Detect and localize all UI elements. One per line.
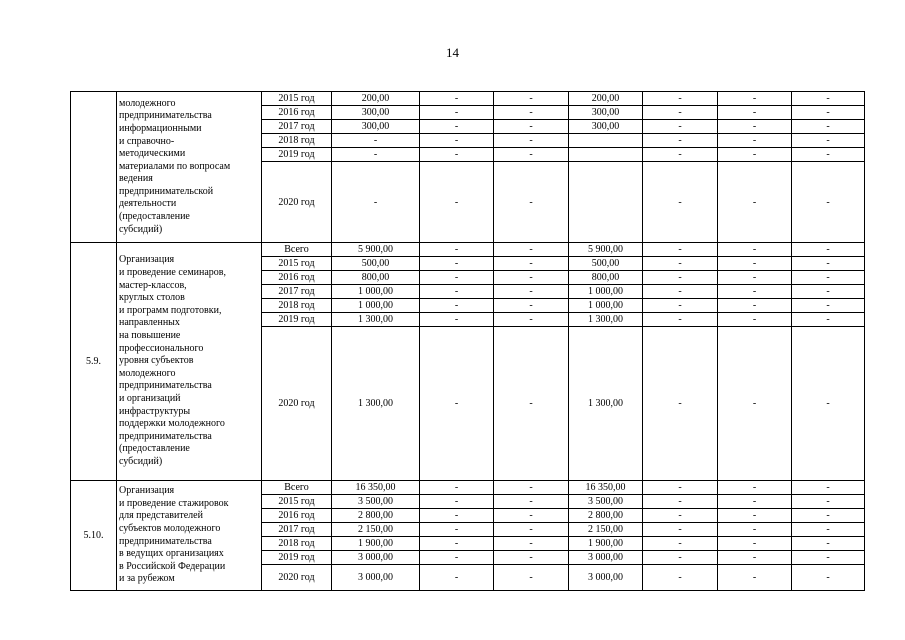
extra-cell-3: - <box>792 299 865 313</box>
year-cell: 2016 год <box>262 271 332 285</box>
extra-cell-3: - <box>792 243 865 257</box>
federal-cell: - <box>420 243 494 257</box>
extra-cell-2: - <box>718 162 792 243</box>
local-cell: 1 000,00 <box>569 285 643 299</box>
section-description <box>117 243 262 481</box>
extra-cell-1: - <box>643 271 718 285</box>
description-line: предпринимательства <box>119 380 212 392</box>
description-line: в Российской Федерации <box>119 560 226 572</box>
regional-cell: - <box>494 257 569 271</box>
extra-cell-1: - <box>643 327 718 481</box>
section-description <box>117 481 262 591</box>
year-cell: 2017 год <box>262 523 332 537</box>
extra-cell-2: - <box>718 148 792 162</box>
description-line: и проведение семинаров, <box>119 267 227 279</box>
extra-cell-2: - <box>718 313 792 327</box>
description-line: методическими <box>119 148 186 160</box>
year-cell: 2020 год <box>262 162 332 243</box>
extra-cell-2: - <box>718 523 792 537</box>
description-line: молодежного <box>119 367 176 379</box>
description-line: Организация <box>119 485 175 497</box>
description-line: инфраструктуры <box>119 405 191 417</box>
total-cell: 300,00 <box>332 120 420 134</box>
extra-cell-1: - <box>643 162 718 243</box>
section-number: 5.10. <box>71 481 117 591</box>
extra-cell-1: - <box>643 481 718 495</box>
local-cell: 1 300,00 <box>569 327 643 481</box>
description-line: предпринимательства <box>119 110 212 122</box>
regional-cell: - <box>494 243 569 257</box>
description-line: и проведение стажировок <box>119 497 229 509</box>
regional-cell: - <box>494 162 569 243</box>
year-cell: 2015 год <box>262 92 332 106</box>
extra-cell-1: - <box>643 148 718 162</box>
extra-cell-3: - <box>792 565 865 591</box>
total-cell: 5 900,00 <box>332 243 420 257</box>
federal-cell: - <box>420 106 494 120</box>
description-line: поддержки молодежного <box>119 418 225 430</box>
regional-cell: - <box>494 271 569 285</box>
extra-cell-3: - <box>792 327 865 481</box>
local-cell: 2 150,00 <box>569 523 643 537</box>
total-cell: 1 300,00 <box>332 313 420 327</box>
description-line: в ведущих организациях <box>119 548 224 560</box>
extra-cell-2: - <box>718 271 792 285</box>
year-cell: 2015 год <box>262 495 332 509</box>
federal-cell: - <box>420 92 494 106</box>
regional-cell: - <box>494 481 569 495</box>
extra-cell-2: - <box>718 92 792 106</box>
local-cell: 500,00 <box>569 257 643 271</box>
total-cell: 2 800,00 <box>332 509 420 523</box>
extra-cell-1: - <box>643 257 718 271</box>
section-description <box>117 92 262 243</box>
extra-cell-2: - <box>718 481 792 495</box>
extra-cell-1: - <box>643 106 718 120</box>
year-cell: 2020 год <box>262 327 332 481</box>
extra-cell-3: - <box>792 313 865 327</box>
description-line: на повышение <box>119 330 181 342</box>
total-cell: - <box>332 162 420 243</box>
local-cell <box>569 162 643 243</box>
federal-cell: - <box>420 257 494 271</box>
description-line: предпринимательской <box>119 185 214 197</box>
total-cell: - <box>332 134 420 148</box>
description-line: информационными <box>119 122 202 134</box>
year-cell: Всего <box>262 481 332 495</box>
total-cell: 1 000,00 <box>332 299 420 313</box>
federal-cell: - <box>420 565 494 591</box>
local-cell: 5 900,00 <box>569 243 643 257</box>
extra-cell-3: - <box>792 148 865 162</box>
extra-cell-1: - <box>643 495 718 509</box>
local-cell: 200,00 <box>569 92 643 106</box>
federal-cell: - <box>420 285 494 299</box>
description-line: (предоставление <box>119 443 190 455</box>
regional-cell: - <box>494 134 569 148</box>
description-line: для представителей <box>119 510 203 522</box>
federal-cell: - <box>420 120 494 134</box>
regional-cell: - <box>494 565 569 591</box>
year-cell: 2018 год <box>262 134 332 148</box>
extra-cell-1: - <box>643 92 718 106</box>
regional-cell: - <box>494 106 569 120</box>
year-cell: 2017 год <box>262 120 332 134</box>
regional-cell: - <box>494 495 569 509</box>
local-cell: 1 900,00 <box>569 537 643 551</box>
regional-cell: - <box>494 92 569 106</box>
total-cell: 2 150,00 <box>332 523 420 537</box>
year-cell: 2020 год <box>262 565 332 591</box>
federal-cell: - <box>420 523 494 537</box>
description-line: и организаций <box>119 392 181 404</box>
total-cell: 1 900,00 <box>332 537 420 551</box>
extra-cell-3: - <box>792 523 865 537</box>
total-cell: 3 500,00 <box>332 495 420 509</box>
year-cell: 2018 год <box>262 299 332 313</box>
section-number <box>71 92 117 243</box>
local-cell <box>569 148 643 162</box>
extra-cell-1: - <box>643 509 718 523</box>
section-number: 5.9. <box>71 243 117 481</box>
local-cell: 2 800,00 <box>569 509 643 523</box>
regional-cell: - <box>494 120 569 134</box>
regional-cell: - <box>494 299 569 313</box>
local-cell: 3 500,00 <box>569 495 643 509</box>
description-line: предпринимательства <box>119 430 212 442</box>
federal-cell: - <box>420 481 494 495</box>
description-line: круглых столов <box>119 292 185 304</box>
federal-cell: - <box>420 313 494 327</box>
extra-cell-3: - <box>792 92 865 106</box>
regional-cell: - <box>494 313 569 327</box>
year-cell: Всего <box>262 243 332 257</box>
local-cell: 1 300,00 <box>569 313 643 327</box>
extra-cell-1: - <box>643 523 718 537</box>
extra-cell-2: - <box>718 509 792 523</box>
description-line: и программ подготовки, <box>119 304 222 316</box>
extra-cell-2: - <box>718 299 792 313</box>
description-line: предпринимательства <box>119 535 212 547</box>
local-cell: 300,00 <box>569 120 643 134</box>
total-cell: 800,00 <box>332 271 420 285</box>
local-cell: 800,00 <box>569 271 643 285</box>
regional-cell: - <box>494 537 569 551</box>
extra-cell-2: - <box>718 495 792 509</box>
extra-cell-3: - <box>792 162 865 243</box>
extra-cell-2: - <box>718 106 792 120</box>
description-line: профессионального <box>119 342 204 354</box>
extra-cell-3: - <box>792 509 865 523</box>
extra-cell-2: - <box>718 537 792 551</box>
total-cell: 3 000,00 <box>332 551 420 565</box>
federal-cell: - <box>420 162 494 243</box>
federal-cell: - <box>420 271 494 285</box>
description-line: и справочно- <box>119 135 175 147</box>
description-line: уровня субъектов <box>119 355 194 367</box>
extra-cell-3: - <box>792 537 865 551</box>
total-cell: 1 000,00 <box>332 285 420 299</box>
extra-cell-3: - <box>792 271 865 285</box>
year-cell: 2019 год <box>262 551 332 565</box>
extra-cell-1: - <box>643 551 718 565</box>
table-row <box>71 92 865 106</box>
extra-cell-1: - <box>643 285 718 299</box>
extra-cell-1: - <box>643 313 718 327</box>
year-cell: 2016 год <box>262 509 332 523</box>
extra-cell-1: - <box>643 565 718 591</box>
federal-cell: - <box>420 299 494 313</box>
extra-cell-3: - <box>792 257 865 271</box>
description-line: Организация <box>119 254 175 266</box>
total-cell: 16 350,00 <box>332 481 420 495</box>
extra-cell-3: - <box>792 134 865 148</box>
federal-cell: - <box>420 537 494 551</box>
extra-cell-3: - <box>792 106 865 120</box>
local-cell <box>569 134 643 148</box>
table-row <box>71 243 865 257</box>
budget-table <box>70 91 865 591</box>
regional-cell: - <box>494 509 569 523</box>
regional-cell: - <box>494 285 569 299</box>
description-line: направленных <box>119 317 180 329</box>
year-cell: 2019 год <box>262 148 332 162</box>
extra-cell-3: - <box>792 285 865 299</box>
extra-cell-1: - <box>643 299 718 313</box>
extra-cell-2: - <box>718 243 792 257</box>
extra-cell-1: - <box>643 243 718 257</box>
year-cell: 2015 год <box>262 257 332 271</box>
description-line: материалами по вопросам <box>119 160 231 172</box>
federal-cell: - <box>420 509 494 523</box>
total-cell: 3 000,00 <box>332 565 420 591</box>
extra-cell-3: - <box>792 495 865 509</box>
extra-cell-2: - <box>718 257 792 271</box>
description-line: субсидий) <box>119 455 163 467</box>
extra-cell-3: - <box>792 481 865 495</box>
local-cell: 3 000,00 <box>569 565 643 591</box>
total-cell: - <box>332 148 420 162</box>
federal-cell: - <box>420 148 494 162</box>
year-cell: 2019 год <box>262 313 332 327</box>
description-line: ведения <box>119 173 153 185</box>
total-cell: 200,00 <box>332 92 420 106</box>
extra-cell-2: - <box>718 120 792 134</box>
regional-cell: - <box>494 551 569 565</box>
year-cell: 2018 год <box>262 537 332 551</box>
federal-cell: - <box>420 134 494 148</box>
regional-cell: - <box>494 523 569 537</box>
extra-cell-2: - <box>718 565 792 591</box>
year-cell: 2017 год <box>262 285 332 299</box>
extra-cell-1: - <box>643 120 718 134</box>
extra-cell-2: - <box>718 285 792 299</box>
local-cell: 300,00 <box>569 106 643 120</box>
regional-cell: - <box>494 327 569 481</box>
regional-cell: - <box>494 148 569 162</box>
year-cell: 2016 год <box>262 106 332 120</box>
description-line: деятельности <box>119 198 177 210</box>
description-line: субъектов молодежного <box>119 522 221 534</box>
description-line: молодежного <box>119 97 176 109</box>
extra-cell-3: - <box>792 551 865 565</box>
extra-cell-2: - <box>718 551 792 565</box>
page-number: 14 <box>446 45 459 60</box>
description-line: (предоставление <box>119 211 190 223</box>
extra-cell-2: - <box>718 134 792 148</box>
extra-cell-2: - <box>718 327 792 481</box>
extra-cell-1: - <box>643 537 718 551</box>
federal-cell: - <box>420 495 494 509</box>
total-cell: 300,00 <box>332 106 420 120</box>
local-cell: 1 000,00 <box>569 299 643 313</box>
description-line: мастер-классов, <box>119 279 187 291</box>
extra-cell-3: - <box>792 120 865 134</box>
table-row <box>71 481 865 495</box>
federal-cell: - <box>420 551 494 565</box>
local-cell: 3 000,00 <box>569 551 643 565</box>
federal-cell: - <box>420 327 494 481</box>
local-cell: 16 350,00 <box>569 481 643 495</box>
extra-cell-1: - <box>643 134 718 148</box>
description-line: и за рубежом <box>119 573 175 585</box>
total-cell: 500,00 <box>332 257 420 271</box>
total-cell: 1 300,00 <box>332 327 420 481</box>
description-line: субсидий) <box>119 223 163 235</box>
